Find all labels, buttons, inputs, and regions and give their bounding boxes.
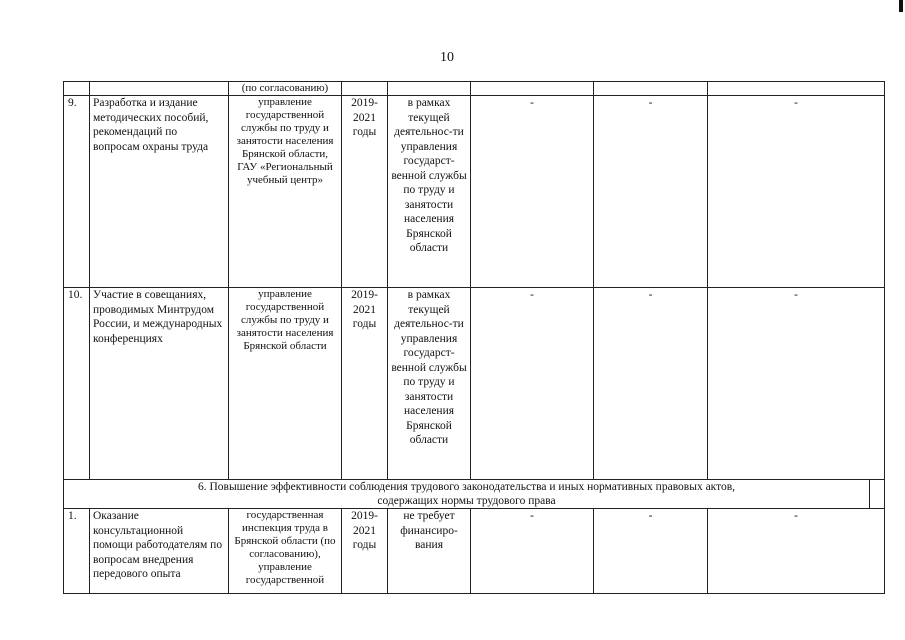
cell-executor: (по согласованию) — [229, 82, 342, 96]
value-cell: - — [708, 288, 885, 480]
value-cell: - — [471, 509, 594, 594]
value-cell: - — [708, 509, 885, 594]
measure-name: Оказание консультационной помощи работодателям по вопросам внедрения передового опыта — [90, 509, 229, 594]
table-row — [64, 509, 885, 594]
table-row — [64, 96, 885, 288]
executor: управление государственной службы по труду и занятости населения Брянской области — [229, 288, 342, 480]
period: 2019-2021 годы — [342, 509, 388, 594]
period: 2019-2021 годы — [342, 288, 388, 480]
value-cell: - — [594, 96, 708, 288]
cell-period — [342, 82, 388, 96]
executor: управление государственной службы по труду и занятости населения Брянской области, ГАУ «Региональный учебный центр» — [229, 96, 342, 288]
value-cell: - — [471, 96, 594, 288]
row-number: 1. — [64, 509, 90, 594]
value-cell: - — [594, 509, 708, 594]
value-cell: - — [471, 288, 594, 480]
table-row — [64, 82, 885, 96]
cell-financing — [388, 82, 471, 96]
value-cell: - — [594, 288, 708, 480]
cell-value — [708, 82, 885, 96]
value-cell: - — [708, 96, 885, 288]
cell-num — [64, 82, 90, 96]
section-title-line: содержащих нормы трудового права — [377, 495, 556, 507]
cell-value — [471, 82, 594, 96]
cell-value — [594, 82, 708, 96]
cell-name — [90, 82, 229, 96]
measure-name: Участие в совещаниях, проводимых Минтрудом России, и международных конференциях — [90, 288, 229, 480]
period: 2019-2021 годы — [342, 96, 388, 288]
table-row — [64, 288, 885, 480]
row-number: 9. — [64, 96, 90, 288]
executor: государственная инспекция труда в Брянской области (по согласованию), управление государственной — [229, 509, 342, 594]
financing-source: в рамках текущей деятельнос-ти управления государст-венной службы по труду и занятости населения Брянской области — [388, 288, 471, 480]
section-title — [64, 480, 870, 509]
financing-source: не требует финансиро-вания — [388, 509, 471, 594]
financing-source: в рамках текущей деятельнос-ти управления государст-венной службы по труду и занятости населения Брянской области — [388, 96, 471, 288]
section-header-row — [64, 480, 885, 509]
scan-edge-mark — [899, 0, 903, 12]
page-number: 10 — [440, 50, 454, 65]
section-side-cell — [870, 480, 885, 509]
row-number: 10. — [64, 288, 90, 480]
measure-name: Разработка и издание методических пособий, рекомендаций по вопросам охраны труда — [90, 96, 229, 288]
measures-table — [63, 81, 885, 594]
section-title-line: 6. Повышение эффективности соблюдения трудового законодательства и иных нормативных правовых актов, — [197, 481, 736, 493]
